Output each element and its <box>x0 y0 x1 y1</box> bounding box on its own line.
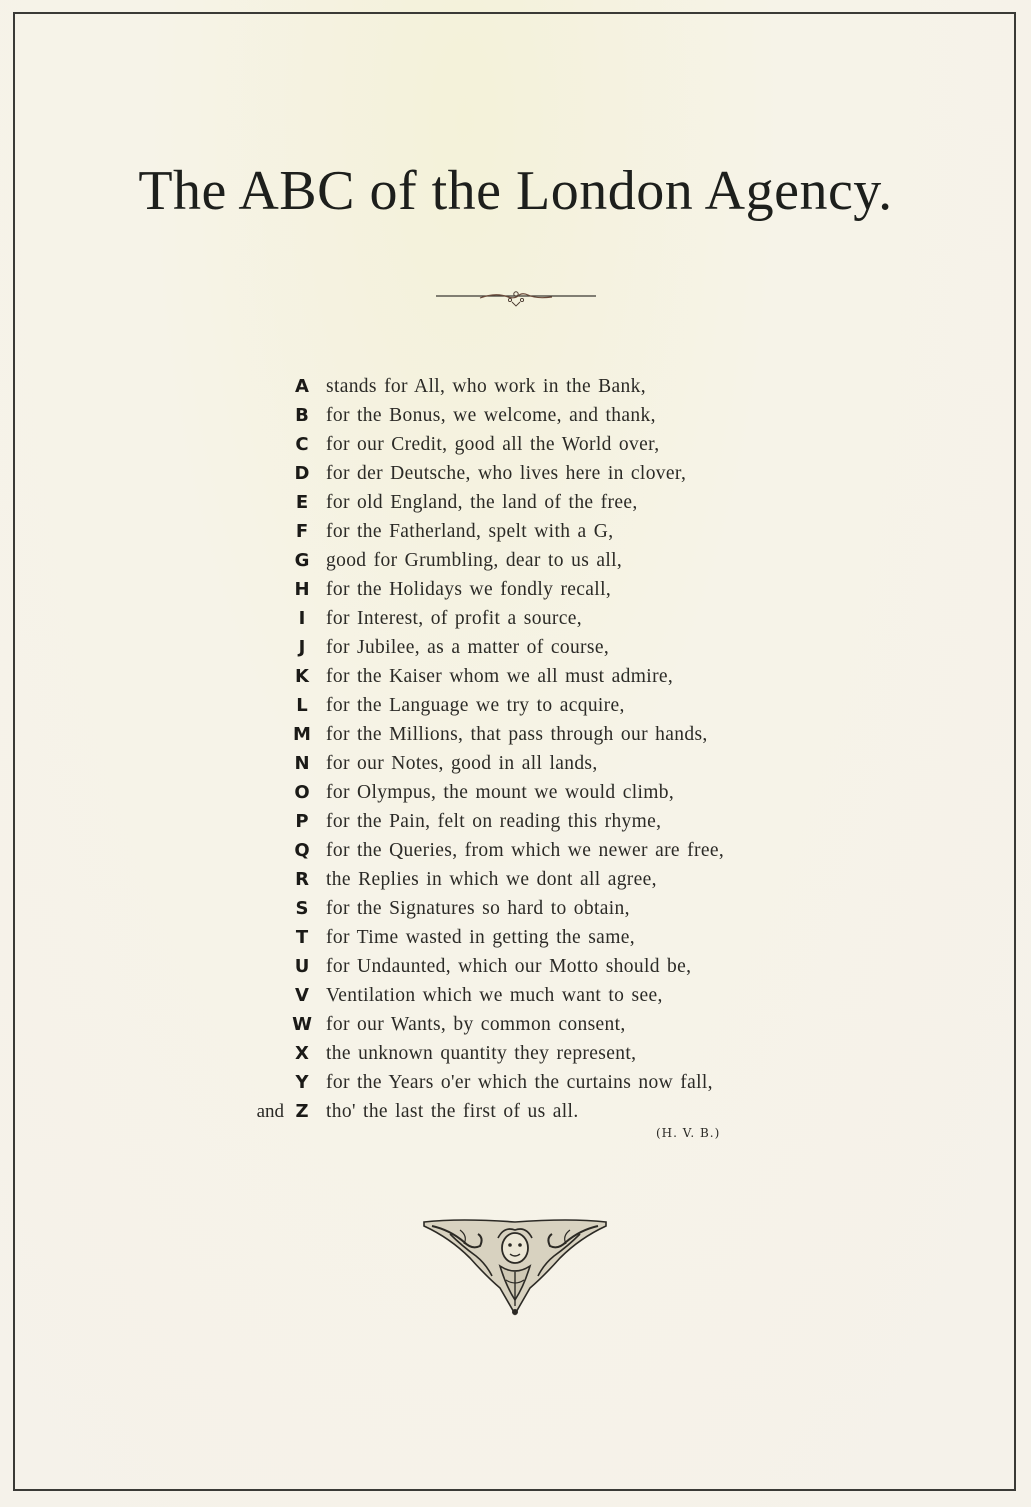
line-text: for our Notes, good in all lands, <box>326 753 598 774</box>
poem-line <box>240 546 780 575</box>
line-text: stands for All, who work in the Bank, <box>326 376 646 397</box>
poem-line <box>240 836 780 865</box>
line-letter: L <box>296 695 308 716</box>
poem-line <box>240 691 780 720</box>
line-text: for Interest, of profit a source, <box>326 608 582 629</box>
poem-line <box>240 865 780 894</box>
poem-line <box>240 401 780 430</box>
poem-line <box>240 517 780 546</box>
line-text: good for Grumbling, dear to us all, <box>326 550 623 571</box>
poem-line <box>240 488 780 517</box>
line-text: for our Wants, by common consent, <box>326 1014 626 1035</box>
poem-line <box>240 1039 780 1068</box>
line-letter: V <box>295 985 309 1006</box>
line-text: for Undaunted, which our Motto should be, <box>326 956 692 977</box>
line-letter: I <box>298 608 306 629</box>
poem-line <box>240 459 780 488</box>
line-letter: Y <box>295 1072 309 1093</box>
line-text: tho' the last the first of us all. <box>326 1101 579 1122</box>
line-letter: T <box>295 927 309 948</box>
line-letter: K <box>295 666 309 687</box>
page-title: The ABC of the London Agency. <box>138 160 893 222</box>
poem-line <box>240 604 780 633</box>
line-text: for the Queries, from which we newer are free, <box>326 840 725 861</box>
line-text: for the Millions, that pass through our hands, <box>326 724 708 745</box>
line-text: for the Holidays we fondly recall, <box>326 579 612 600</box>
line-text: for the Pain, felt on reading this rhyme, <box>326 811 662 832</box>
poem-line <box>240 981 780 1010</box>
line-letter: P <box>295 811 309 832</box>
line-letter: Z <box>295 1101 309 1122</box>
line-letter: N <box>294 753 310 774</box>
poem-line <box>240 633 780 662</box>
line-letter: F <box>295 521 309 542</box>
divider-ornament-icon <box>436 288 596 308</box>
line-letter: J <box>298 637 306 658</box>
tailpiece-ornament-icon <box>420 1216 610 1320</box>
line-text: for Time wasted in getting the same, <box>326 927 635 948</box>
line-letter: O <box>294 782 310 803</box>
line-text: for the Bonus, we welcome, and thank, <box>326 405 656 426</box>
line-letter: D <box>294 463 310 484</box>
line-text: the Replies in which we dont all agree, <box>326 869 657 890</box>
line-letter: M <box>293 724 311 745</box>
line-text: for the Years o'er which the curtains now fall, <box>326 1072 713 1093</box>
poem-line <box>240 662 780 691</box>
line-letter: R <box>295 869 309 890</box>
line-text: for the Language we try to acquire, <box>326 695 625 716</box>
poem-line <box>240 720 780 749</box>
line-letter: S <box>295 898 309 919</box>
poem-line <box>240 1068 780 1097</box>
line-letter: B <box>295 405 309 426</box>
poem-line <box>240 430 780 459</box>
poem-line <box>240 923 780 952</box>
line-letter: X <box>295 1043 309 1064</box>
author-initials: (H. V. B.) <box>656 1126 721 1140</box>
poem-line <box>240 778 780 807</box>
line-text: for Olympus, the mount we would climb, <box>326 782 675 803</box>
poem-line <box>240 1097 780 1126</box>
line-letter: U <box>294 956 310 977</box>
poem-line <box>240 807 780 836</box>
poem <box>240 372 780 1126</box>
line-letter: A <box>295 376 309 397</box>
poem-line <box>240 372 780 401</box>
line-letter: C <box>295 434 309 455</box>
poem-line <box>240 1010 780 1039</box>
line-text: for old England, the land of the free, <box>326 492 638 513</box>
line-text: for our Credit, good all the World over, <box>326 434 660 455</box>
line-letter: H <box>294 579 310 600</box>
line-letter: Q <box>294 840 310 861</box>
line-text: for the Fatherland, spelt with a G, <box>326 521 614 542</box>
line-letter: E <box>295 492 309 513</box>
line-letter: G <box>294 550 310 571</box>
poem-line <box>240 894 780 923</box>
line-text: for Jubilee, as a matter of course, <box>326 637 610 658</box>
line-text: for the Signatures so hard to obtain, <box>326 898 630 919</box>
poem-line <box>240 952 780 981</box>
poem-line <box>240 575 780 604</box>
line-text: the unknown quantity they represent, <box>326 1043 637 1064</box>
line-text: for der Deutsche, who lives here in clover, <box>326 463 687 484</box>
line-prefix: and <box>256 1101 284 1122</box>
line-letter: W <box>292 1014 312 1035</box>
line-text: for the Kaiser whom we all must admire, <box>326 666 674 687</box>
line-text: Ventilation which we much want to see, <box>326 985 663 1006</box>
poem-line <box>240 749 780 778</box>
